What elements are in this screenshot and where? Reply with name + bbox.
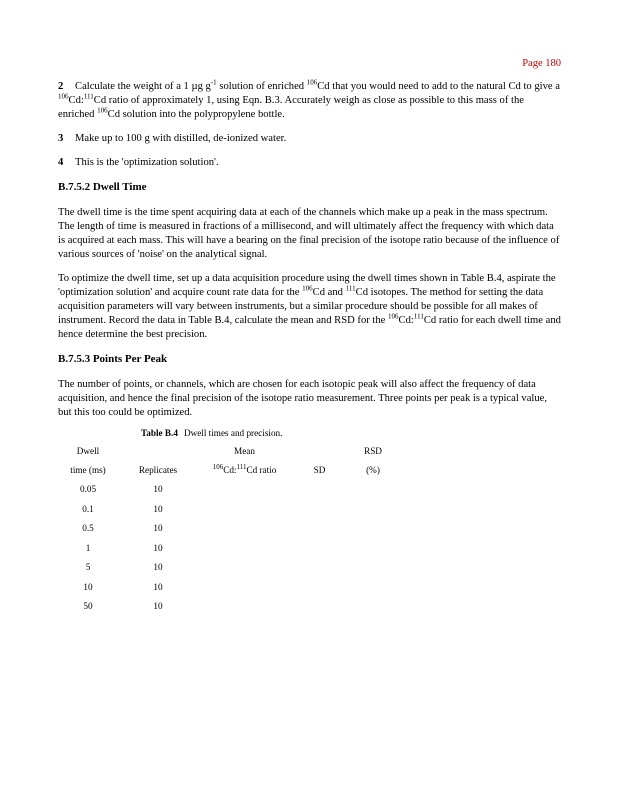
step-number: 4 — [58, 157, 64, 168]
step-number: 3 — [58, 133, 64, 144]
table-header-row: time (ms) Replicates $^{106}$Cd:$^{111}$Cd ratio SD (%) — [70, 462, 380, 475]
table-row: 50 10 — [83, 601, 163, 611]
table-row: 1 10 — [85, 542, 163, 553]
table-row: 0.05 10 — [79, 484, 163, 494]
step-4: 4 This is the 'optimization solution'. — [58, 157, 219, 168]
page-number: Page 180 — [522, 58, 561, 69]
section-heading-dwell-time: B.7.5.2 Dwell Time — [58, 181, 147, 193]
document-body — [58, 80, 563, 619]
table-row: 5 10 — [85, 562, 163, 572]
table-row: 10 10 — [83, 581, 163, 592]
table-row: 0.5 10 — [82, 523, 163, 533]
step-2: 2 Calculate the weight of a 1 µg $g^{-1}$ solution of enriched $^{106}$Cd that you would need to add to the natural Cd to give a $^{106}$Cd:$^{111}$Cd ratio of approximately 1, using Eqn. B.3. Accurately weigh as close as possible to this mass of the enriched $^{106}$Cd solution into the polypropylene bottle. — [58, 78, 560, 120]
paragraph-dwell-definition: The dwell time is the time spent acquiring data at each of the channels which make up a peak in the mass spectrum. The length of time is measured in fractions of a millisecond, and will ultimately affect the frequency with which data is acquired at each mass. This will have a bearing on the final precision of the isotope ratio because of the influence of various sources of 'noise' on the analytical signal. — [58, 207, 560, 260]
table-row: 0.1 10 — [82, 503, 163, 514]
step-number: 2 — [58, 81, 64, 92]
paragraph-dwell-procedure: To optimize the dwell time, set up a data acquisition procedure using the dwell times shown in Table B.4, aspirate the 'optimization solution' and acquire count rate data for the $^{106}$Cd and $^{111}$Cd isotopes. The method for setting the data acquisition parameters will vary between instruments, but a similar procedure should be possible for all makes of instrument. Record the data in Table B.4, calculate the mean and RSD for the $^{106}$Cd:$^{111}$Cd ratio for each dwell time and hence determine the best precision. — [58, 273, 561, 340]
table-header-row: Dwell Mean RSD — [76, 446, 382, 456]
section-heading-points-per-peak: B.7.5.3 Points Per Peak — [58, 353, 168, 365]
dwell-times-table — [58, 444, 398, 619]
step-3: 3 Make up to 100 g with distilled, de-ionized water. — [58, 133, 287, 144]
table-caption: Table B.4 Dwell times and precision. — [141, 428, 283, 438]
paragraph-points-per-peak: The number of points, or channels, which are chosen for each isotopic peak will also affect the frequency of data acquisition, and hence the final precision of the isotope ratio measurement. Three points per peak is a typical value, but this too could be optimized. — [58, 379, 548, 418]
